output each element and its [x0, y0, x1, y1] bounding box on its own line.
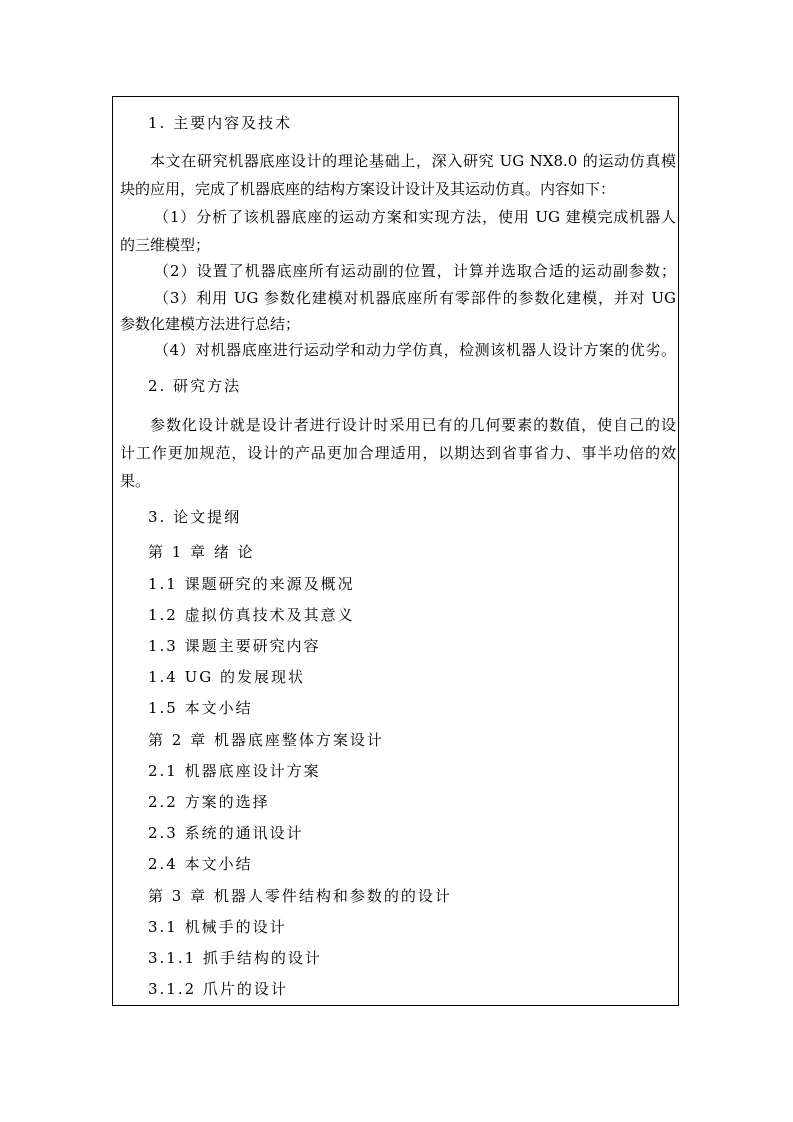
- section-1-item-3-line: 参数化建模方法进行总结；: [120, 315, 301, 333]
- outline-item: 第 3 章 机器人零件结构和参数的的设计: [148, 887, 452, 905]
- outline-item: 1.5 本文小结: [148, 699, 253, 717]
- outline-item: 1.1 课题研究的来源及概况: [148, 575, 355, 593]
- section-1-item-1-line: （1）分析了该机器底座的运动方案和实现方法，使用 UG 建模完成机器人: [154, 208, 676, 226]
- outline-item: 2.1 机器底座设计方案: [148, 762, 321, 780]
- section-1-paragraph-line: 块的应用，完成了机器底座的结构方案设计设计及其运动仿真。内容如下：: [120, 180, 616, 198]
- section-1-item-2: （2）设置了机器底座所有运动副的位置，计算并选取合适的运动副参数；: [154, 262, 676, 280]
- section-2-paragraph-line: 计工作更加规范，设计的产品更加合理适用，以期达到省事省力、事半功倍的效: [120, 444, 676, 462]
- outline-item: 3.1 机械手的设计: [148, 918, 287, 936]
- section-1-heading: 1. 主要内容及技术: [148, 114, 293, 132]
- outline-item: 2.3 系统的通讯设计: [148, 824, 304, 842]
- section-1-item-3-line: （3）利用 UG 参数化建模对机器底座所有零部件的参数化建模，并对 UG: [154, 289, 676, 307]
- outline-item: 3.1.2 爪片的设计: [148, 980, 288, 998]
- section-1-item-1-line: 的三维模型；: [120, 236, 211, 254]
- outline-item: 1.4 UG 的发展现状: [148, 668, 306, 686]
- outline-item: 2.2 方案的选择: [148, 793, 270, 811]
- section-1-paragraph-line: 本文在研究机器底座设计的理论基础上，深入研究 UG NX8.0 的运动仿真模: [150, 152, 676, 170]
- outline-item: 2.4 本文小结: [148, 855, 253, 873]
- outline-item: 第 1 章 绪 论: [148, 543, 255, 561]
- section-1-item-4: （4）对机器底座进行运动学和动力学仿真，检测该机器人设计方案的优劣。: [154, 341, 676, 359]
- section-3-heading: 3. 论文提纲: [148, 508, 242, 526]
- outline-item: 3.1.1 抓手结构的设计: [148, 949, 322, 967]
- section-2-heading: 2. 研究方法: [148, 377, 242, 395]
- outline-item: 第 2 章 机器底座整体方案设计: [148, 731, 384, 749]
- section-2-paragraph-line: 参数化设计就是设计者进行设计时采用已有的几何要素的数值，使自己的设: [150, 416, 676, 434]
- outline-item: 1.2 虚拟仿真技术及其意义: [148, 606, 355, 624]
- section-2-paragraph-line: 果。: [120, 472, 151, 490]
- outline-item: 1.3 课题主要研究内容: [148, 637, 321, 655]
